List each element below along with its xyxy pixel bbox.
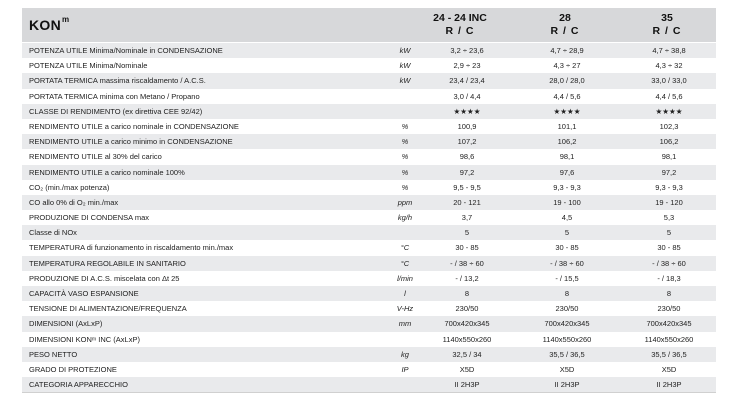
row-label: RENDIMENTO UTILE a carico nominale in CONDENSAZIONE <box>29 121 239 131</box>
row-value-24: 230/50 <box>455 304 479 314</box>
row-label: PESO NETTO <box>29 349 78 359</box>
table-row <box>22 286 716 301</box>
row-value-28: 9,3 - 9,3 <box>553 182 581 192</box>
row-value-28: 8 <box>564 289 570 298</box>
table-row <box>22 301 716 316</box>
row-value-28: 97,6 <box>559 167 575 177</box>
table-row <box>22 180 716 195</box>
row-value-28: 35,5 / 36,5 <box>549 349 585 359</box>
row-value-28: 28,0 / 28,0 <box>549 76 585 86</box>
row-value-35: 35,5 / 36,5 <box>651 349 687 359</box>
row-label: PRODUZIONE DI CONDENSA max <box>29 213 150 223</box>
row-label: DIMENSIONI KONᵐ INC (AxLxP) <box>29 334 140 344</box>
row-value-35: 4,4 / 5,6 <box>655 91 683 101</box>
row-value-28: 700x420x345 <box>544 319 590 329</box>
row-value-28: 230/50 <box>555 304 579 314</box>
row-value-35: 4,3 ÷ 32 <box>655 61 683 71</box>
row-unit: kg/h <box>397 213 413 223</box>
row-value-35: - / 18,3 <box>657 273 681 283</box>
row-unit: kW <box>399 76 411 86</box>
row-unit: kW <box>399 61 411 71</box>
table-row <box>22 271 716 286</box>
table-row <box>22 89 716 104</box>
table-row <box>22 119 716 134</box>
table-row <box>22 134 716 149</box>
row-unit: kW <box>399 46 411 55</box>
row-label: POTENZA UTILE Minima/Nominale in CONDENSAZIONE <box>29 46 223 55</box>
row-unit: l/min <box>397 273 413 283</box>
row-value-24: 3,7 <box>461 213 473 223</box>
row-value-35: 102,3 <box>659 121 679 131</box>
row-value-24: - / 38 ÷ 60 <box>450 258 484 268</box>
row-value-28: 4,7 ÷ 28,9 <box>550 46 584 55</box>
table-row <box>22 362 716 377</box>
row-value-24: 8 <box>464 289 470 298</box>
row-label: RENDIMENTO UTILE a carico minimo in CONDENSAZIONE <box>29 137 233 147</box>
row-value-28: 19 - 100 <box>553 197 581 207</box>
row-value-28: X5D <box>559 364 575 374</box>
row-label: RENDIMENTO UTILE a carico nominale 100% <box>29 167 185 177</box>
row-unit: % <box>401 182 409 192</box>
table-row <box>22 58 716 73</box>
row-value-35: 700x420x345 <box>646 319 692 329</box>
row-value-35: 19 - 120 <box>655 197 683 207</box>
table-row <box>22 316 716 331</box>
row-value-28: 30 - 85 <box>555 243 579 253</box>
table-row <box>22 210 716 225</box>
row-value-24: 97,2 <box>459 167 475 177</box>
row-unit: ppm <box>397 197 413 207</box>
row-label: Classe di NOx <box>29 228 77 238</box>
row-value-35: 33,0 / 33,0 <box>651 76 687 86</box>
row-unit: kg <box>401 349 409 359</box>
row-value-24: 98,6 <box>459 152 475 162</box>
table-row <box>22 240 716 255</box>
row-value-35: 230/50 <box>657 304 681 314</box>
row-value-28: 5 <box>564 228 570 238</box>
table-row <box>22 377 716 393</box>
row-value-28: 4,5 <box>561 213 573 223</box>
row-value-24: ★★★★ <box>453 106 481 116</box>
table-row <box>22 195 716 210</box>
row-value-24: II 2H3P <box>454 380 480 390</box>
row-label: TEMPERATURA di funzionamento in riscaldamento min./max <box>29 243 234 253</box>
row-value-35: II 2H3P <box>656 380 682 390</box>
column-header-28: 28 R / C <box>550 12 580 37</box>
row-label: CO₂ (min./max potenza) <box>29 182 110 192</box>
row-value-35: 9,3 - 9,3 <box>655 182 683 192</box>
row-unit: l <box>404 289 406 298</box>
row-value-24: 2,9 ÷ 23 <box>453 61 481 71</box>
row-unit: mm <box>398 319 412 329</box>
row-value-35: 8 <box>666 289 672 298</box>
row-label: CATEGORIA APPARECCHIO <box>29 380 128 390</box>
row-value-35: ★★★★ <box>655 106 683 116</box>
row-value-28: ★★★★ <box>553 106 581 116</box>
table-row <box>22 149 716 164</box>
table-body <box>22 43 716 393</box>
row-unit: % <box>401 152 409 162</box>
row-value-24: X5D <box>459 364 475 374</box>
row-unit: % <box>401 121 409 131</box>
row-value-24: 1140x550x260 <box>442 334 492 344</box>
product-title: KON$^m$ <box>29 15 70 33</box>
row-label: CO allo 0% di O₂ min./max <box>29 197 119 207</box>
row-unit: °C <box>400 258 410 268</box>
row-value-24: 107,2 <box>457 137 477 147</box>
row-unit: % <box>401 137 409 147</box>
row-value-24: 23,4 / 23,4 <box>449 76 485 86</box>
table-row <box>22 332 716 347</box>
table-row <box>22 225 716 240</box>
column-header-35: 35 R / C <box>652 12 682 37</box>
table-row <box>22 43 716 58</box>
row-value-28: - / 38 ÷ 60 <box>550 258 584 268</box>
table-row <box>22 256 716 271</box>
row-value-35: 4,7 ÷ 38,8 <box>652 46 686 55</box>
row-label: PORTATA TERMICA massima riscaldamento / A.C.S. <box>29 76 206 86</box>
row-value-28: 98,1 <box>559 152 575 162</box>
row-value-28: 106,2 <box>557 137 577 147</box>
table-row <box>22 347 716 362</box>
row-value-28: 101,1 <box>557 121 577 131</box>
row-value-24: 700x420x345 <box>444 319 490 329</box>
row-label: RENDIMENTO UTILE al 30% del carico <box>29 152 162 162</box>
row-value-24: 20 - 121 <box>453 197 481 207</box>
table-row <box>22 104 716 119</box>
row-value-35: 97,2 <box>661 167 677 177</box>
row-value-28: 4,3 ÷ 27 <box>553 61 581 71</box>
row-value-24: 5 <box>464 228 470 238</box>
row-label: CAPACITÀ VASO ESPANSIONE <box>29 289 139 298</box>
row-value-35: 98,1 <box>661 152 677 162</box>
row-value-35: - / 38 ÷ 60 <box>652 258 686 268</box>
row-value-24: 3,0 / 4,4 <box>453 91 481 101</box>
row-value-28: 1140x550x260 <box>542 334 592 344</box>
row-label: TEMPERATURA REGOLABILE IN SANITARIO <box>29 258 186 268</box>
row-value-28: II 2H3P <box>554 380 580 390</box>
row-unit: °C <box>400 243 410 253</box>
row-unit: % <box>401 167 409 177</box>
table-row <box>22 165 716 180</box>
row-unit: IP <box>401 364 409 374</box>
row-label: PORTATA TERMICA minima con Metano / Propano <box>29 91 200 101</box>
row-value-28: 4,4 / 5,6 <box>553 91 581 101</box>
row-label: PRODUZIONE DI A.C.S. miscelata con Δt 25 <box>29 273 180 283</box>
table-row <box>22 73 716 88</box>
row-label: TENSIONE DI ALIMENTAZIONE/FREQUENZA <box>29 304 187 314</box>
table-header <box>22 8 716 42</box>
row-value-24: - / 13,2 <box>455 273 479 283</box>
row-value-24: 9,5 - 9,5 <box>453 182 481 192</box>
row-value-35: 1140x550x260 <box>644 334 694 344</box>
row-value-24: 100,9 <box>457 121 477 131</box>
row-unit: V-Hz <box>396 304 414 314</box>
row-label: CLASSE DI RENDIMENTO (ex direttiva CEE 92/42) <box>29 106 203 116</box>
row-value-35: 106,2 <box>659 137 679 147</box>
row-value-35: 30 - 85 <box>657 243 681 253</box>
column-header-24: 24 - 24 INC R / C <box>433 12 487 37</box>
row-label: DIMENSIONI (AxLxP) <box>29 319 103 329</box>
row-value-28: - / 15,5 <box>555 273 579 283</box>
row-value-24: 32,5 / 34 <box>452 349 482 359</box>
row-value-24: 30 - 85 <box>455 243 479 253</box>
row-value-35: X5D <box>661 364 677 374</box>
row-value-35: 5,3 <box>663 213 675 223</box>
row-label: GRADO DI PROTEZIONE <box>29 364 117 374</box>
row-label: POTENZA UTILE Minima/Nominale <box>29 61 148 71</box>
row-value-35: 5 <box>666 228 672 238</box>
row-value-24: 3,2 ÷ 23,6 <box>450 46 484 55</box>
